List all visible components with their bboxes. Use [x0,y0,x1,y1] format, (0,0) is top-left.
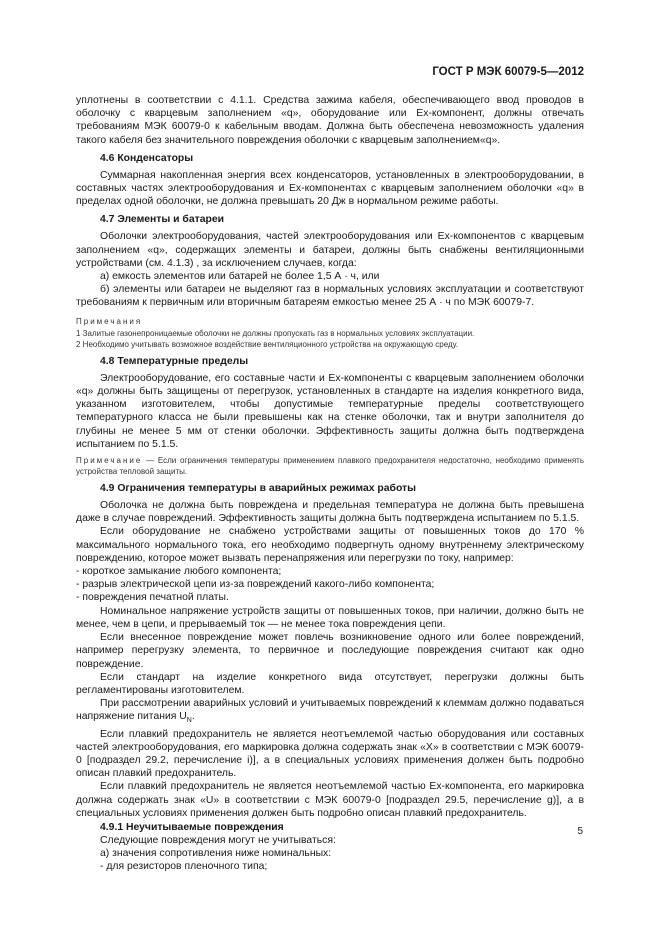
subsection-heading: 4.9.1 Неучитываемые повреждения [100,822,284,834]
paragraph: Оболочка не должна быть повреждена и предельная температура не должна быть превышена даже в случае повреждений. Эффективность защиты должна быть подтверждена испытанием по 5.1.5. [76,500,584,525]
paragraph: Если плавкий предохранитель не является неотъемлемой частью Ex-компонента, его маркировка должна содержать знак «U» в соответствии с МЭК 60079-0 [подраздел 29.5, перечисление g)], а в специальных условиях применения должен быть подробно описан плавкий предохранитель. [76,781,584,819]
paragraph: Если внесенное повреждение может повлечь возникновение одного или более повреждений, например перегрузку элемента, то первичное и последующие повреждения считают как одно повреждение. [76,632,584,670]
list-item: - разрыв электрической цепи из-за повреждений какого-либо компонента; [76,579,435,591]
paragraph [76,697,584,727]
notes-title: Примечания [76,316,143,326]
section-heading: 4.6 Конденсаторы [100,152,194,164]
paragraph: Если стандарт на изделие конкретного вида отсутствует, перегрузки должны быть регламентированы изготовителем. [76,671,584,696]
note-text: — Если ограничения температуры применением плавкого предохранителя недостаточно, необходимо применять устройства тепловой защиты. [76,456,584,477]
note-label: Примечание [76,456,143,466]
paragraph-text: При рассмотрении аварийных условий и учитываемых повреждений к клеммам должно подаваться напряжение питания U [76,698,584,723]
page-body [76,94,584,874]
note-paragraph [76,455,584,477]
list-item: б) элементы или батареи не выделяют газ в нормальных условиях эксплуатации и соответствуют требованиям к первичным или вторичным батареям емкостью менее 25 А · ч по МЭК 60079-7. [76,284,584,309]
subscript: N [186,717,192,725]
paragraph: Суммарная накопленная энергия всех конденсаторов, установленных в электрооборудовании, в составных частях электрооборудования и Ex-компонентах с кварцевым заполнением оболочки «q» в пределах одной оболочки, не должна превышать 20 Дж в нормальном режиме работы. [76,169,584,208]
note-item: 2 Необходимо учитывать возможное воздействие вентиляционного устройства на окружающую среду. [76,339,459,349]
list-item: а) емкость элементов или батарей не более 1,5 А · ч, или [100,271,380,283]
section-heading: 4.9 Ограничения температуры в аварийных режимах работы [100,483,417,495]
section-heading: 4.7 Элементы и батареи [100,214,225,226]
paragraph: Если оборудование не снабжено устройствами защиты от повышенных токов до 170 % максимального нормального тока, его необходимо подвергнуть одному внутреннему электрическому повреждению, которое может вызвать перенапряжения или перегрузки по току, например: [76,526,584,564]
page-number: 5 [577,826,583,837]
paragraph: Следующие повреждения могут не учитываться: [100,835,336,847]
section-heading: 4.8 Температурные пределы [100,355,249,367]
document-header: ГОСТ Р МЭК 60079-5—2012 [432,66,584,78]
paragraph: Номинальное напряжение устройств защиты от повышенных токов, при наличии, должно быть не менее, чем в цепи, и прерываемый ток — не менее тока повреждения цепи. [76,605,584,630]
list-item: - повреждения печатной платы. [76,592,229,604]
paragraph: Оболочки электрооборудования, частей электрооборудования или Ex-компонентов с кварцевым заполнением «q», содержащих элементы и батареи, должны быть снабжены вентиляционными устройствами (см. 4.1.3) , за исключением случаев, когда: [76,231,584,269]
list-item: - для резисторов пленочного типа; [100,861,268,873]
list-item: - короткое замыкание любого компонента; [76,566,282,578]
paragraph: Электрооборудование, его составные части и Ex-компоненты с кварцевым заполнением оболочки «q» должны быть защищены от перегрузок, установленных в стандарте на изделия конкретного вида, указанном изготовителем, чтобы допустимые температурные пределы соответствующего температурного класса не были превышены как на стенке оболочки, так и внутри заполнителя до глубины не менее 5 мм от стенки оболочки. Эффективность защиты должна быть подтверждена испытанием по 5.1.5. [76,372,584,450]
list-item: а) значения сопротивления ниже номинальных: [100,848,332,860]
paragraph: уплотнены в соответствии с 4.1.1. Средства зажима кабеля, обеспечивающего ввод проводов в оболочку с кварцевым заполнением «q», оборудование или Ex-компонент, должны отвечать требованиям МЭК 60079-0 к кабельным вводам. Должна быть обеспечена невозможность удаления такого кабеля без значительного повреждения оболочки с кварцевым заполнением«q». [76,95,584,146]
note-item: 1 Залитые газонепроницаемые оболочки не должны пропускать газ в нормальных условиях эксплуатации. [76,328,475,338]
paragraph-end: . [191,711,195,723]
paragraph: Если плавкий предохранитель не является неотъемлемой частью оборудования или составных частей электрооборудования, его маркировка должна содержать знак «X» в соответствии с МЭК 60079-0 [подраздел 29.2, перечисление i)], а в специальных условиях применения должен быть подробно описан плавкий предохранитель. [76,728,584,780]
